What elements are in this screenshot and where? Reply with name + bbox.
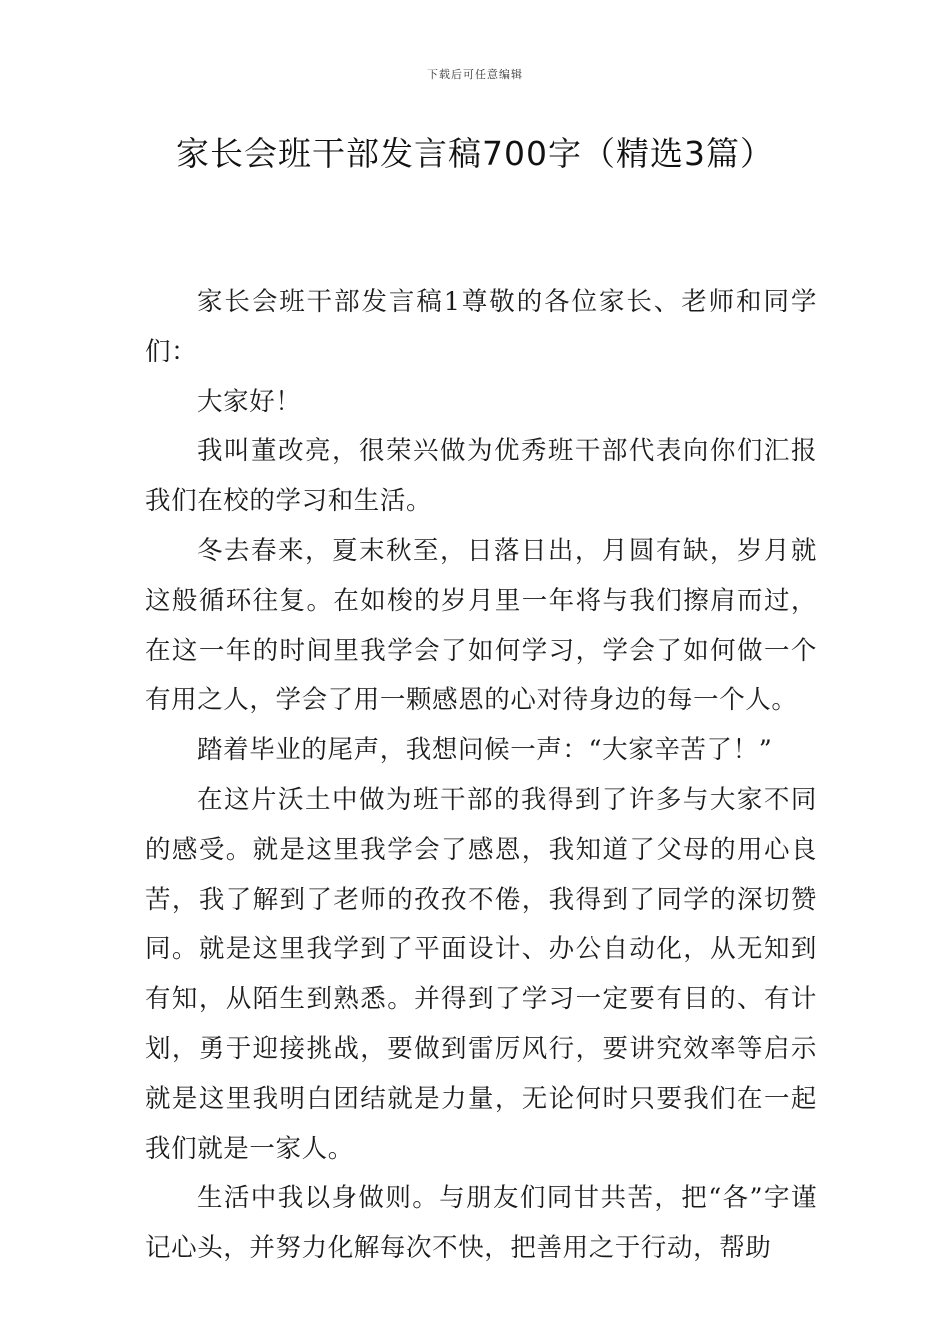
paragraph-introduction: 我叫董改亮，很荣兴做为优秀班干部代表向你们汇报我们在校的学习和生活。 xyxy=(145,436,817,517)
paragraph-experience: 在这片沃土中做为班干部的我得到了许多与大家不同的感受。就是这里我学会了感恩，我知道了父母的用心良苦，我了解到了老师的孜孜不倦，我得到了同学的深切赞同。就是这里我学到了平面设计、办公自动化，从无知到有知，从陌生到熟悉。并得到了学习一定要有目的、有计划，勇于迎接挑战，要做到雷厉风行，要讲究效率等启示就是这里我明白团结就是力量，无论何时只要我们在一起我们就是一家人。 xyxy=(145,784,817,1164)
paragraph-seasons: 冬去春来，夏末秋至，日落日出，月圆有缺，岁月就这般循环往复。在如梭的岁月里一年将与我们擦肩而过，在这一年的时间里我学会了如何学习，学会了如何做一个有用之人，学会了用一颗感恩的心对待身边的每一个人。 xyxy=(145,535,817,716)
document-body xyxy=(145,278,817,1274)
document-title: 家长会班干部发言稿700字（精选3篇） xyxy=(176,134,774,173)
paragraph-greeting-line: 家长会班干部发言稿1尊敬的各位家长、老师和同学们： xyxy=(145,287,817,367)
header-note: 下载后可任意编辑 xyxy=(427,68,523,81)
paragraph-hello: 大家好！ xyxy=(197,386,302,417)
paragraph-greeting-thanks: 踏着毕业的尾声，我想问候一声：“大家辛苦了！” xyxy=(197,735,773,766)
paragraph-life-example: 生活中我以身做则。与朋友们同甘共苦，把“各”字谨记心头，并努力化解每次不快，把善用之于行动，帮助 xyxy=(145,1183,817,1264)
